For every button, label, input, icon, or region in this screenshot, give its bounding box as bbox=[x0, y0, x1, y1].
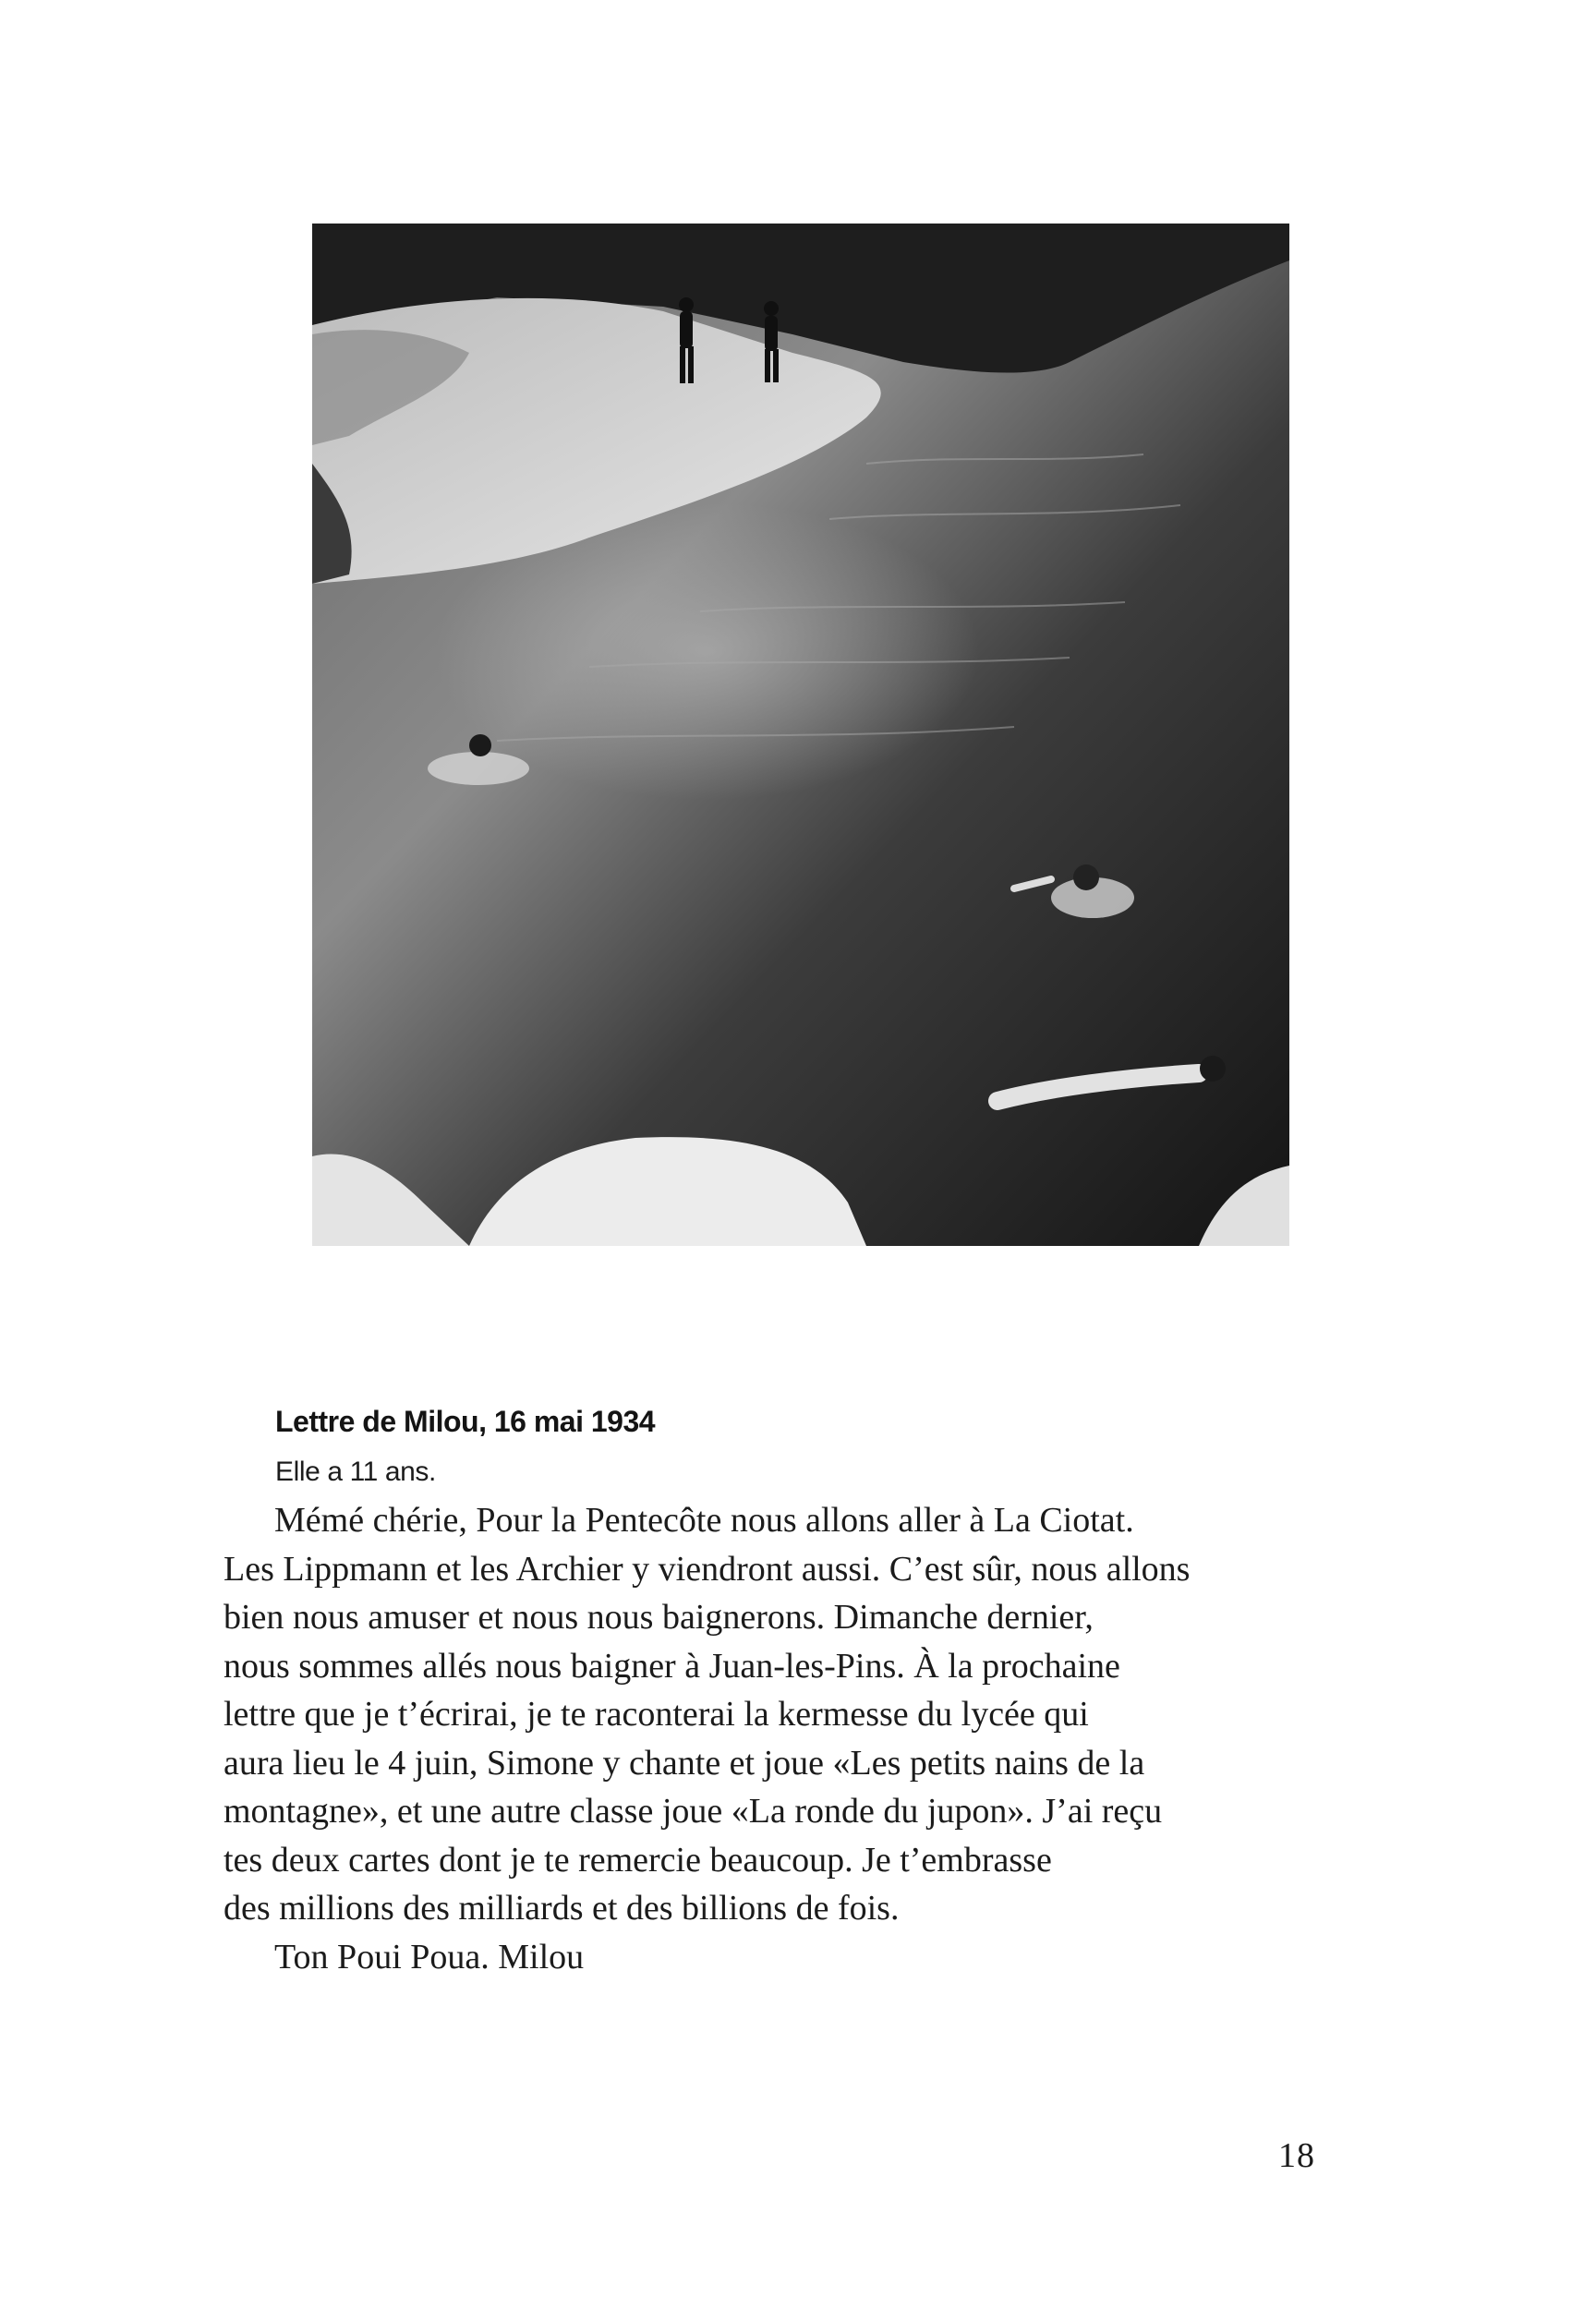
letter-line: aura lieu le 4 juin, Simone y chante et joue «Les petits nains de la bbox=[224, 1743, 1145, 1783]
letter-line: des millions des milliards et des billions de fois. bbox=[224, 1889, 900, 1928]
page-number: 18 bbox=[1278, 2136, 1315, 2175]
letter-line: lettre que je t’écrirai, je te raconterai la kermesse du lycée qui bbox=[224, 1695, 1089, 1734]
letter-line: Mémé chérie, Pour la Pentecôte nous allons aller à La Ciotat. bbox=[274, 1501, 1134, 1540]
letter-line: Les Lippmann et les Archier y viendront aussi. C’est sûr, nous allons bbox=[224, 1549, 1191, 1589]
caption-title: Lettre de Milou, 16 mai 1934 bbox=[275, 1405, 656, 1438]
letter-line: nous sommes allés nous baigner à Juan-les-Pins. À la prochaine bbox=[224, 1646, 1120, 1686]
letter-line: tes deux cartes dont je te remercie beaucoup. Je t’embrasse bbox=[224, 1840, 1052, 1880]
letter-line: bien nous amuser et nous nous baignerons. Dimanche dernier, bbox=[224, 1598, 1094, 1637]
letter-signature: Ton Poui Poua. Milou bbox=[274, 1937, 585, 1977]
river-swimmers-photo bbox=[312, 224, 1289, 1246]
caption-subtitle: Elle a 11 ans. bbox=[275, 1457, 436, 1487]
letter-text bbox=[224, 1496, 1341, 1981]
letter-line: montagne», et une autre classe joue «La ronde du jupon». J’ai reçu bbox=[224, 1792, 1163, 1831]
